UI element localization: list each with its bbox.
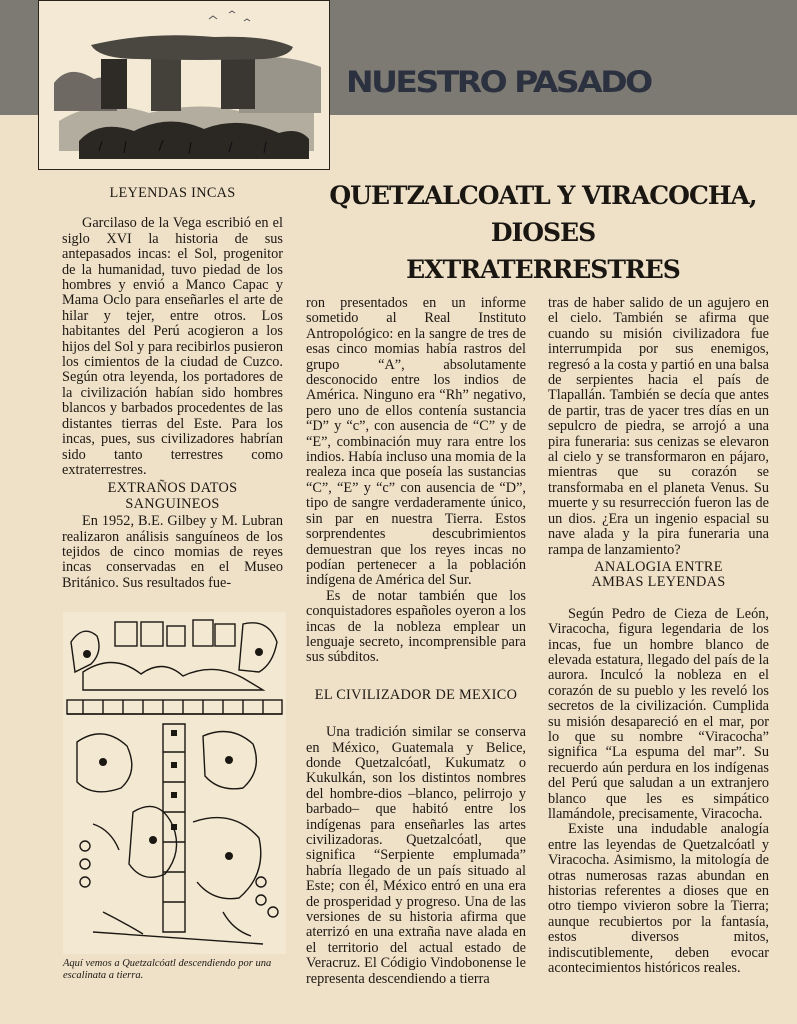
article-column-2 — [306, 296, 526, 987]
headline-line-2: DIOSES — [490, 218, 596, 247]
headline-line-1: QUETZALCOATL Y VIRACOCHA, — [329, 181, 757, 210]
subheading-datos-sanguineos: EXTRAÑOS DATOS SANGUINEOS — [107, 480, 238, 512]
dolmen-photo — [38, 0, 330, 170]
image-caption: Aquí vemos a Quetzalcóatl descendiendo por una escalinata a tierra. — [63, 958, 272, 981]
paragraph: Es de notar también que los conquistadores españoles oyeron a los incas de la nobleza emplear un lenguaje secreto, incomprensible para sus súbditos. — [306, 587, 526, 666]
subheading-leyendas-incas: LEYENDAS INCAS — [109, 185, 236, 201]
paragraph: tras de haber salido de un agujero en el cielo. También se afirma que cuando su misión civilizadora fue interrumpida por sus enemigos, regresó a la costa y partió en una balsa de serpientes hacia el país de Tlapallán. También se decía que antes de partir, tras de yacer tres días en un sepulcro de piedra, se arrojó a una pira funeraria: sus cenizas se elevaron al cielo y se transformaron en pájaro, mientras que su corazón se transformaba en el planeta Venus. Su muerte y su resurrección fueron las de un dios. ¿Era un ingenio espacial su nave alada y la pira funeraria una rampa de lanzamiento? — [548, 295, 769, 558]
paragraph: Garcilaso de la Vega escribió en el siglo XVI la historia de sus antepasados incas: el Sol, progenitor de la humanidad, tuvo piedad de los hombres y envió a Manco Capac y Mama Oclo para enseñarles el arte de hilar y tejer, entre otros. Los habitantes del Perú acogieron a los hijos del Sol y para recibirlos pusieron los cimientos de la ciudad de Cuzco. Según otra leyenda, los portadores de la civilización habían sido hombres blancos y barbados procedentes de las distantes tierras del Este. Para los incas, pues, sus civilizadores habrían sido tanto terrestres como extraterrestres. — [62, 215, 283, 478]
paragraph: ron presentados en un informe sometido al Real Instituto Antropológico: en la sangre de tres de esas cinco momias había rastros del grupo “A”, absolutamente desconocido entre los indios de América. Ninguno era “Rh” negativo, pero uno de ellos contenía sustancia “D” y “c”, con ausencia de “C” y de “E”, combinación muy rara entre los indios. Había incluso una momia de la realeza inca que poseía las sustancias “C”, “E” y “c” con ausencia de “D”, tipo de sangre verdaderamente único, sin par en nuestra Tierra. Estos sorprendentes descubrimientos demuestran que los reyes incas no podían pertenecer a la población indígena de América del Sur. — [306, 295, 526, 589]
subheading-civilizador-mexico: EL CIVILIZADOR DE MEXICO — [314, 686, 518, 703]
paragraph: Una tradición similar se conserva en México, Guatemala y Belice, donde Quetzalcóatl, Kukumatz o Kukulkán, son los distintos nombres del hombre-dios –blanco, pelirrojo y barbado– que habitó entre los indígenas para enseñarles las artes civilizadoras. Quetzalcóatl, que significa “Serpiente emplumada” habría llegado de un país situado al Este; con él, México entró en una era de prosperidad y progreso. Una de las versiones de su historia afirma que aterrizó en una extraña nave alada en el territorio del actual estado de Veracruz. El Códigio Vindobonense le representa descendiendo a tierra — [306, 724, 526, 987]
paragraph: Según Pedro de Cieza de León, Viracocha, figura legendaria de los incas, fue un hombre blanco de elevada estatura, llegado del país de la aurora. Inculcó la nobleza en el corazón de su pueblo y les reveló los secretos de la civilización. Cumplida su misión desapareció en el mar, por lo que su nombre “Viracocha” significa “La espuma del mar”. Su recuerdo aún perdura en los indígenas del Perú que saludan a un extranjero blanco que les es simpático llamándole, precisamente, Viracocha. — [548, 605, 769, 822]
section-title: NUESTRO PASADO — [346, 64, 651, 100]
dolmen-illustration — [39, 1, 329, 169]
codex-drawing — [63, 612, 286, 954]
article-column-3 — [548, 296, 769, 976]
paragraph: En 1952, B.E. Gilbey y M. Lubran realizaron análisis sanguíneos de los tejidos de cinco momias de reyes incas conservadas en el Museo Británico. Sus resultados fue- — [62, 513, 283, 591]
paragraph: Existe una indudable analogía entre las leyendas de Quetzalcóatl y Viracocha. Asimismo, la mitología de otras numerosas razas abundan en historias referentes a dioses que en otro tiempo vivieron sobre la Tierra; aunque recubiertos por la fantasía, estos diversos mitos, indiscutiblemente, deben evocar acontecimientos históricos reales. — [548, 821, 769, 977]
subheading-analogia: ANALOGIA ENTRE AMBAS LEYENDAS — [591, 558, 726, 591]
article-headline — [318, 177, 768, 288]
article-column-1 — [62, 186, 283, 591]
headline-line-3: EXTRATERRESTRES — [406, 255, 680, 284]
codex-illustration — [63, 612, 286, 954]
